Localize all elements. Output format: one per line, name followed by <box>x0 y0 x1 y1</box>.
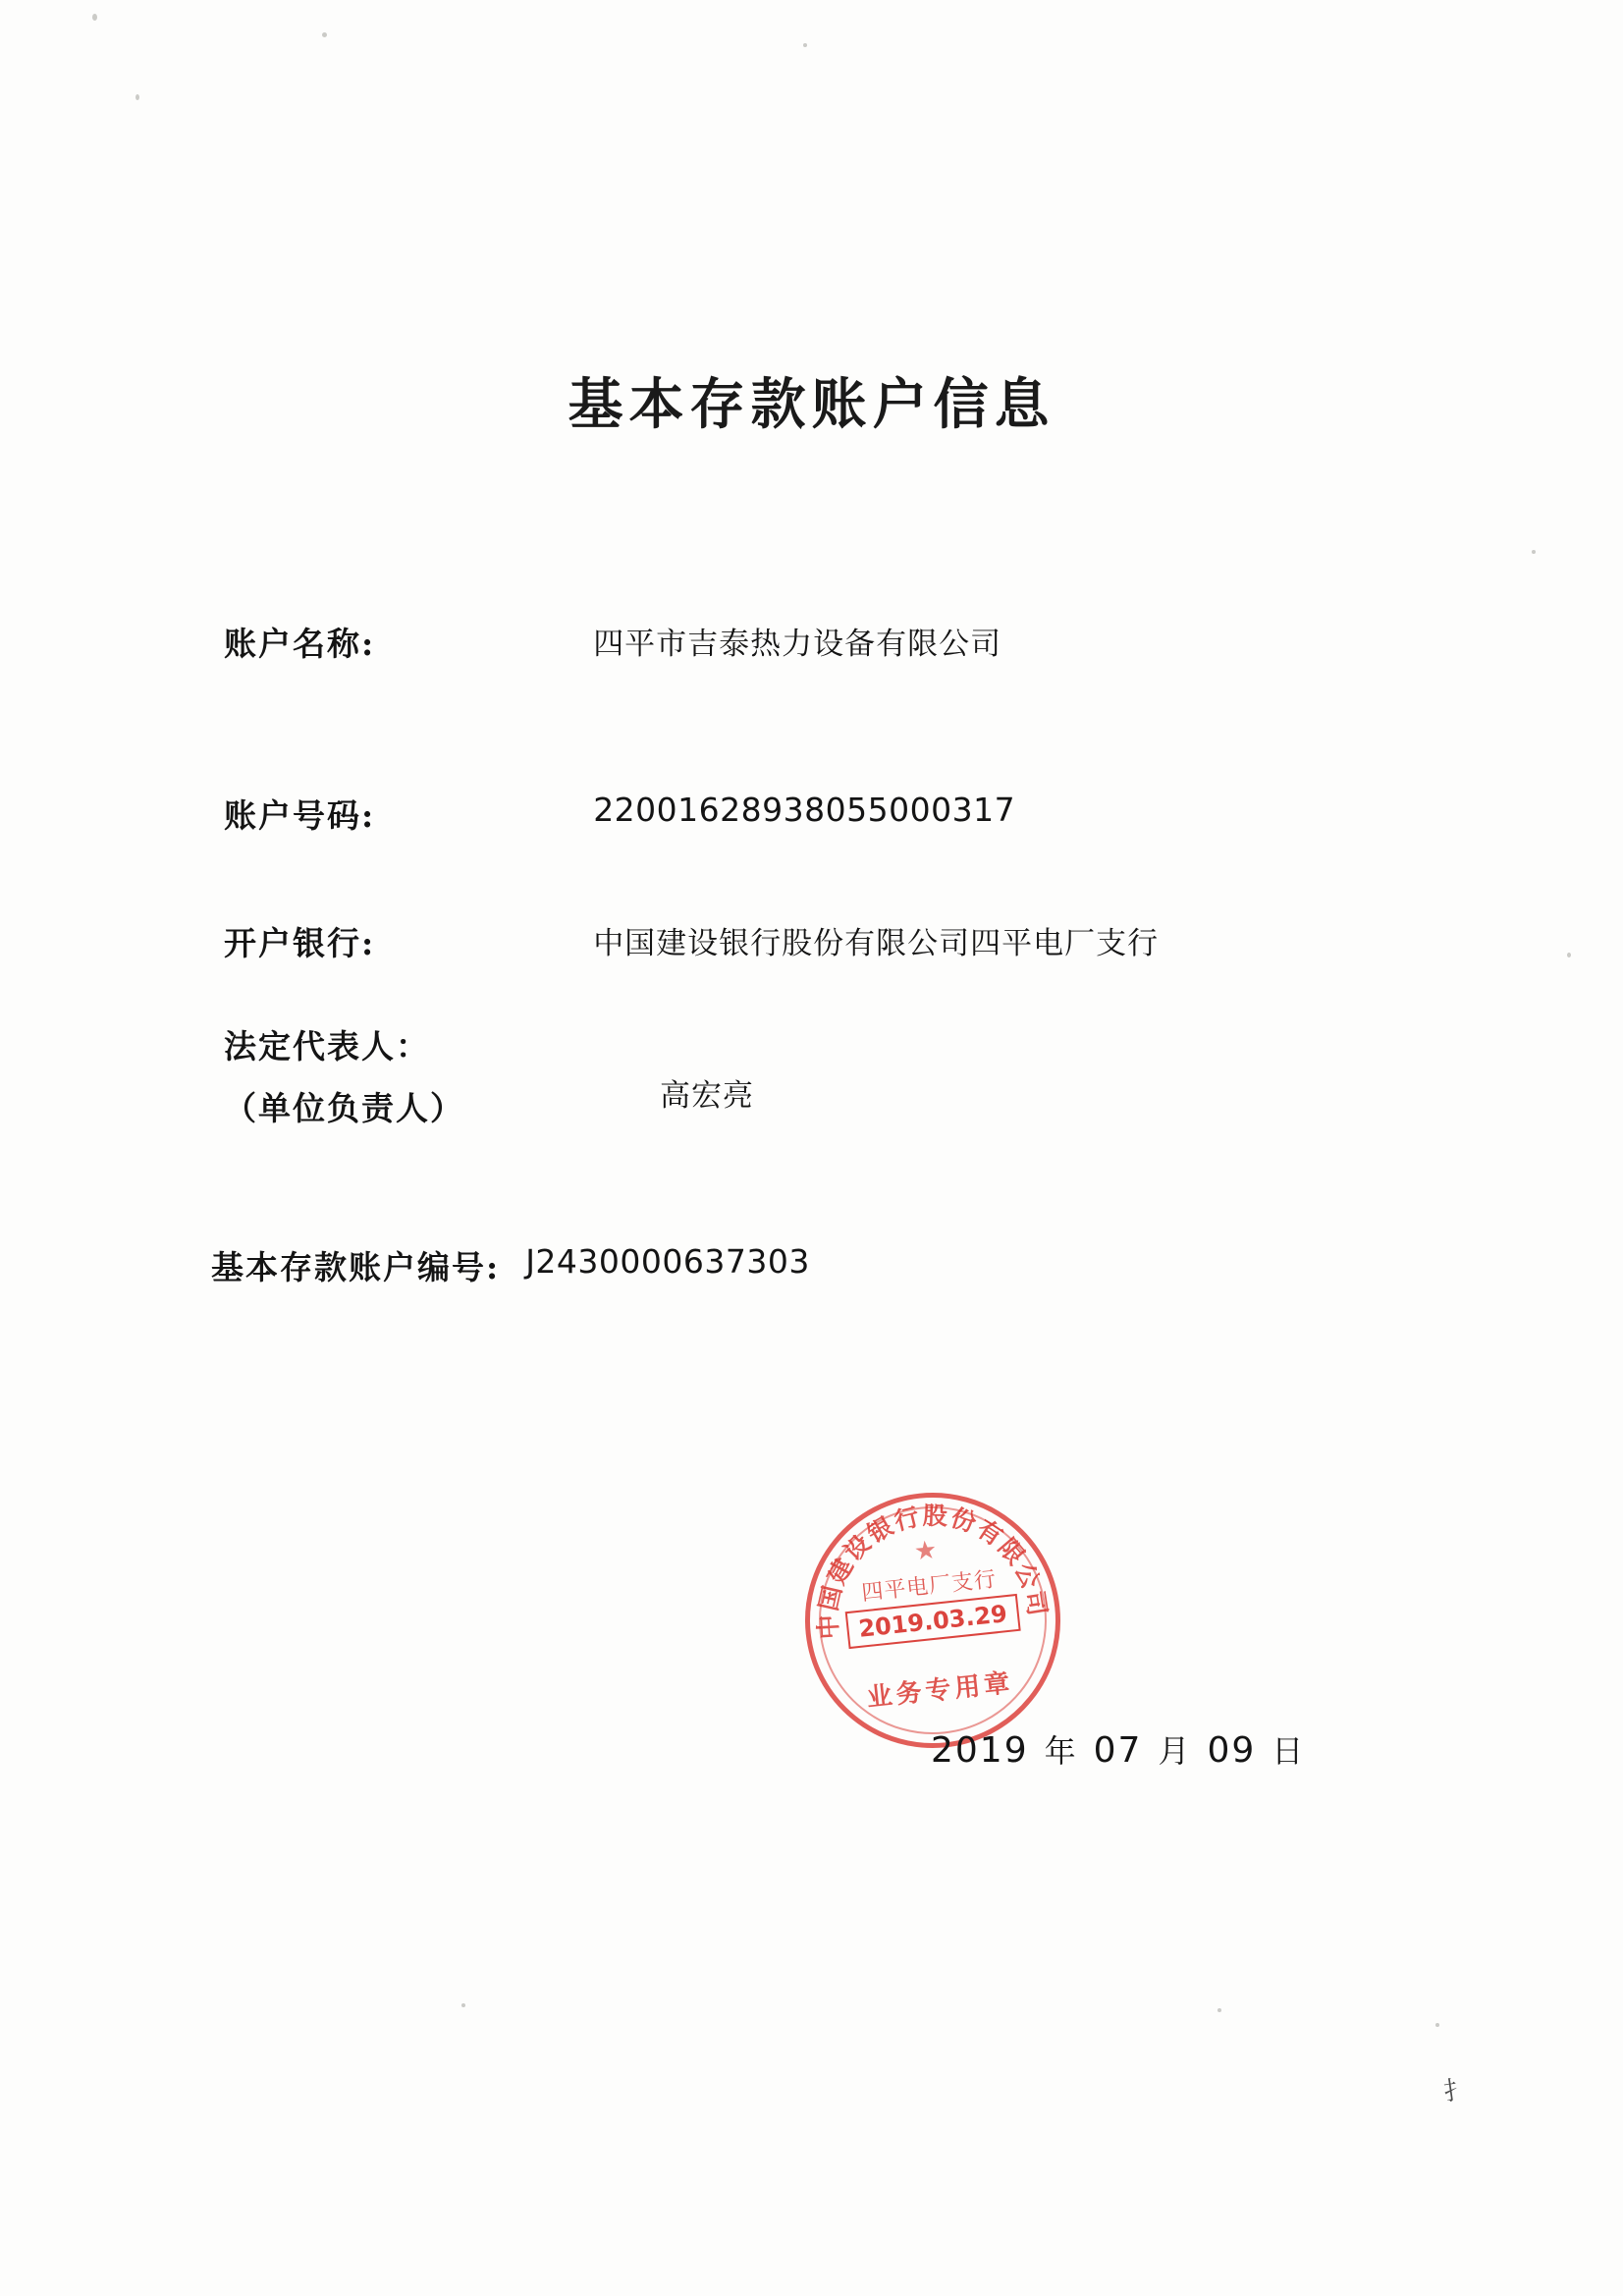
svg-text:中国建设银行股份有限公司 <box>801 1489 1052 1641</box>
scan-speck <box>1435 2023 1439 2027</box>
field-legal-representative-value: 高宏亮 <box>660 1078 754 1114</box>
field-legal-representative-label <box>224 1021 464 1129</box>
field-bank-name <box>224 918 1159 964</box>
scan-speck <box>1532 550 1536 554</box>
field-account-name <box>224 619 1001 665</box>
field-value: 中国建设银行股份有限公司四平电厂支行 <box>593 926 1160 961</box>
field-value: J2430000637303 <box>525 1242 810 1281</box>
scan-speck <box>1217 2008 1221 2012</box>
field-label-line2: （单位负责人） <box>224 1089 464 1127</box>
issue-date-year: 2019 <box>931 1730 1029 1771</box>
bank-seal-stamp <box>792 1480 1073 1761</box>
issue-date-month-char: 月 <box>1158 1732 1192 1770</box>
seal-purpose-text: 业务专用章 <box>865 1667 1015 1714</box>
field-label: 基本存款账户编号: <box>211 1248 501 1286</box>
field-label: 账户名称: <box>224 625 376 663</box>
field-value: 四平市吉泰热力设备有限公司 <box>593 627 1002 662</box>
issue-date-year-char: 年 <box>1044 1732 1078 1770</box>
seal-branch-text: 四平电厂支行 <box>860 1567 999 1607</box>
scan-speck <box>803 43 807 47</box>
field-basic-account-code <box>211 1242 810 1288</box>
issue-date-day-char: 日 <box>1271 1732 1306 1770</box>
issue-date-month: 07 <box>1093 1730 1143 1771</box>
seal-arc-text <box>792 1480 1073 1761</box>
seal-outer-ring <box>792 1480 1073 1761</box>
field-value: 22001628938055000317 <box>593 791 1016 829</box>
seal-inner-ring <box>808 1496 1058 1746</box>
field-account-number <box>224 791 1015 837</box>
field-label: 账户号码: <box>224 796 376 835</box>
scan-speck <box>135 94 139 100</box>
seal-date: 2019.03.29 <box>845 1594 1021 1649</box>
field-label: 开户银行: <box>224 924 376 962</box>
page-title: 基本存款账户信息 <box>568 372 1055 437</box>
seal-outer-text: 中国建设银行股份有限公司 <box>813 1501 1053 1641</box>
seal-star-icon: ★ <box>912 1535 939 1567</box>
scan-speck <box>461 2003 465 2007</box>
scan-speck <box>322 32 327 37</box>
issue-date-day: 09 <box>1207 1730 1257 1771</box>
scan-speck <box>1567 953 1571 957</box>
field-label-line1: 法定代表人： <box>224 1027 430 1066</box>
margin-handwriting-mark: 扌 <box>1441 2074 1472 2107</box>
scan-speck <box>92 14 97 21</box>
issue-date <box>931 1726 1305 1772</box>
